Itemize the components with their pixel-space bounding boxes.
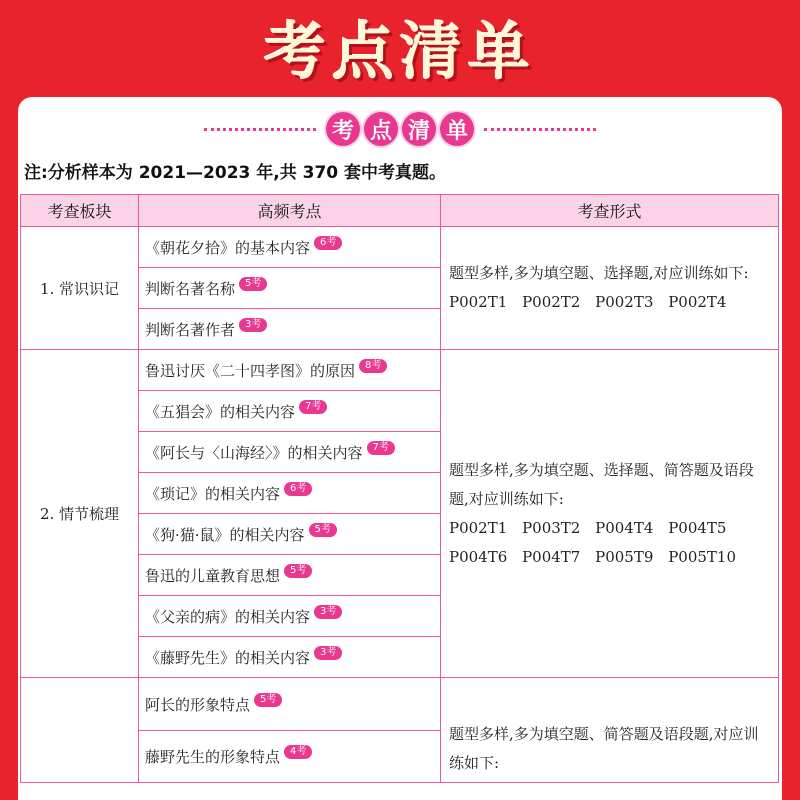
point-cell [139,391,441,432]
point-text: 判断名著名称 [145,280,236,298]
form-cell [441,350,779,678]
point-cell [139,227,441,268]
exercise-code: P004T7 [522,547,581,566]
header-form: 考查形式 [441,195,779,227]
table-row [21,678,779,731]
point-text: 藤野先生的形象特点 [145,748,281,767]
point-text: 鲁迅的儿童教育思想 [145,567,281,585]
frequency-badge: 7考 [367,441,395,455]
exam-points-table [20,194,779,783]
form-text: 题型多样,多为填空题、选择题、简答题及语段题,对应训练如下: [449,460,754,508]
section-title-char: 考 [326,112,360,146]
point-text: 《狗·猫·鼠》的相关内容 [145,526,305,544]
exercise-code: P002T3 [595,293,654,311]
frequency-badge: 3考 [239,318,267,332]
section-title-char: 清 [402,112,436,146]
banner-title: 考点清单 [263,14,536,88]
exercise-code: P005T9 [595,547,654,566]
point-cell [139,432,441,473]
frequency-badge: 5考 [284,564,312,578]
frequency-badge: 6考 [314,236,342,250]
section-title-char: 单 [440,112,474,146]
frequency-badge: 5考 [239,277,267,291]
table-row [21,227,779,268]
point-cell [139,596,441,637]
banner [0,0,800,92]
point-cell [139,309,441,350]
form-cell [441,227,779,350]
point-cell [139,730,441,783]
section-header [18,107,782,151]
exercise-code: P002T2 [522,293,581,311]
frequency-badge: 5考 [254,693,282,707]
section-title-char: 点 [364,112,398,146]
point-cell [139,268,441,309]
exercise-codes [449,288,770,317]
table-row [21,350,779,391]
exercise-code: P002T4 [668,293,727,311]
frequency-badge: 3考 [314,646,342,660]
point-cell [139,555,441,596]
frequency-badge: 4考 [284,745,312,759]
point-text: 《朝花夕拾》的基本内容 [145,239,311,257]
point-text: 鲁迅讨厌《二十四孝图》的原因 [145,362,356,380]
point-cell [139,678,441,731]
section-title [326,112,474,146]
exercise-codes [449,543,770,572]
exercise-code: P002T1 [449,518,508,537]
form-text: 题型多样,多为填空题、简答题及语段题,对应训练如下: [449,725,759,772]
board-cell [21,678,139,783]
frequency-badge: 6考 [284,482,312,496]
board-cell: 2. 情节梳理 [21,350,139,678]
point-text: 《琐记》的相关内容 [145,485,281,503]
frequency-badge: 5考 [309,523,337,537]
divider-left [204,128,316,131]
table-header-row [21,195,779,227]
exercise-code: P004T6 [449,547,508,566]
point-text: 判断名著作者 [145,321,236,339]
point-cell [139,350,441,391]
exercise-code: P005T10 [668,547,737,566]
form-text: 题型多样,多为填空题、选择题,对应训练如下: [449,264,749,282]
header-point: 高频考点 [139,195,441,227]
form-cell [441,678,779,783]
divider-right [484,128,596,131]
point-text: 《五猖会》的相关内容 [145,403,296,421]
exercise-codes [449,514,770,543]
point-cell [139,514,441,555]
board-cell: 1. 常识识记 [21,227,139,350]
frequency-badge: 8考 [359,359,387,373]
point-text: 阿长的形象特点 [145,695,251,714]
exercise-code: P004T5 [668,518,727,537]
frequency-badge: 7考 [299,400,327,414]
exercise-code: P004T4 [595,518,654,537]
point-text: 《藤野先生》的相关内容 [145,649,311,667]
header-board: 考查板块 [21,195,139,227]
point-cell [139,637,441,678]
content-card [18,97,782,800]
exercise-code: P002T1 [449,293,508,311]
point-text: 《阿长与〈山海经〉》的相关内容 [145,444,363,462]
sample-note: 注:分析样本为 2021—2023 年,共 370 套中考真题。 [24,163,447,183]
exercise-code: P003T2 [522,518,581,537]
frequency-badge: 3考 [314,605,342,619]
point-text: 《父亲的病》的相关内容 [145,608,311,626]
point-cell [139,473,441,514]
